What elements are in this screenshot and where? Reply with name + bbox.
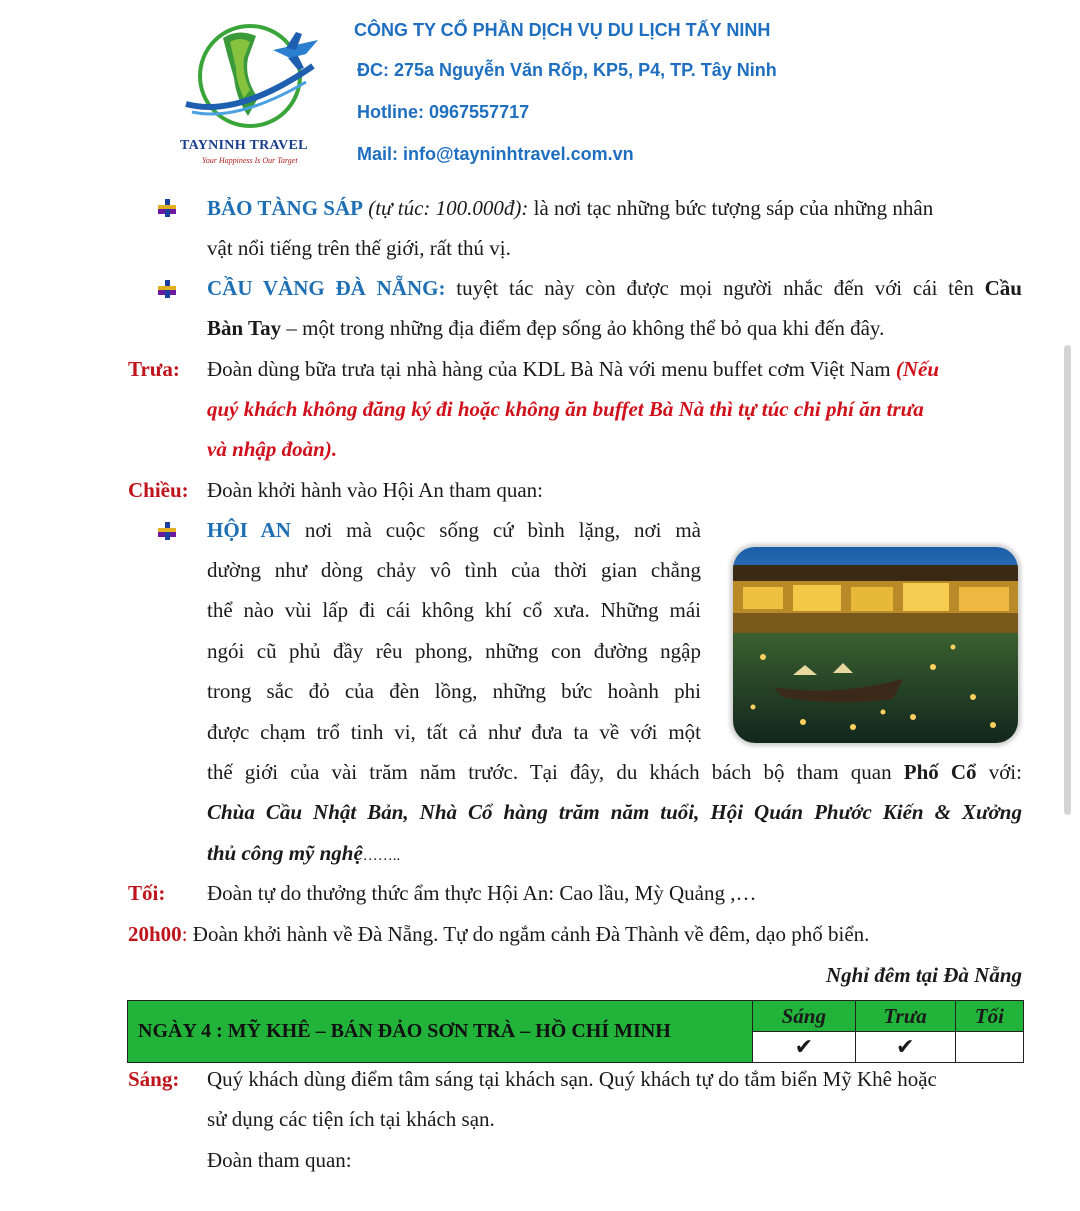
hoian-bold: thủ công mỹ nghệ bbox=[207, 841, 363, 865]
item-cau-vang-cont bbox=[207, 308, 884, 348]
company-logo bbox=[178, 18, 328, 168]
company-address: ĐC: 275a Nguyễn Văn Rốp, KP5, P4, TP. Tây Ninh bbox=[357, 60, 777, 80]
day-4-table bbox=[127, 1000, 1024, 1063]
toi-text: Đoàn tự do thưởng thức ẩm thực Hội An: Cao lầu, Mỳ Quảng ,… bbox=[207, 881, 757, 905]
plus-bullet-icon bbox=[156, 197, 178, 219]
chieu-text: Đoàn khởi hành vào Hội An tham quan: bbox=[207, 478, 543, 502]
plus-bullet-icon bbox=[156, 278, 178, 300]
label-chieu: Chiều: bbox=[128, 478, 189, 502]
trua-note: (Nếu bbox=[895, 357, 940, 381]
item-title: HỘI AN bbox=[207, 518, 291, 542]
plus-bullet-icon bbox=[156, 520, 178, 542]
item-title: CẦU VÀNG ĐÀ NẴNG: bbox=[207, 276, 446, 300]
hoian-line-1 bbox=[207, 510, 701, 550]
item-note: (tự túc: 100.000đ): bbox=[362, 196, 529, 220]
hoi-an-photo bbox=[733, 547, 1018, 743]
sang-line-3: Đoàn tham quan: bbox=[207, 1148, 352, 1172]
trua-text bbox=[207, 349, 939, 389]
item-bao-tang-sap bbox=[207, 188, 933, 228]
sang-line-1: Quý khách dùng điểm tâm sáng tại khách sạn. Quý khách tự do tắm biển Mỹ Khê hoặc bbox=[207, 1067, 937, 1091]
meal-check-trua: ✔ bbox=[855, 1032, 955, 1063]
meal-header-toi: Tối bbox=[955, 1001, 1023, 1032]
scrollbar-thumb[interactable] bbox=[1064, 345, 1071, 815]
hoian-line-2: dường như dòng chảy vô tình của thời gian chẳng bbox=[207, 558, 701, 582]
label-sang: Sáng: bbox=[128, 1067, 180, 1091]
hoian-text: nơi mà cuộc sống cứ bình lặng, nơi mà bbox=[290, 518, 701, 542]
trua-note-3: và nhập đoàn). bbox=[207, 437, 338, 461]
hoian-dots: …….. bbox=[362, 848, 401, 864]
hoian-text: thế giới của vài trăm năm trước. Tại đây, du khách bách bộ tham quan bbox=[207, 760, 904, 784]
sang-line-2: sử dụng các tiện ích tại khách sạn. bbox=[207, 1107, 495, 1131]
time-20h00 bbox=[128, 914, 869, 954]
company-mail: Mail: info@tayninhtravel.com.vn bbox=[357, 144, 634, 164]
hoian-line-5: trong sắc đỏ của đèn lồng, những bức hoành phi bbox=[207, 679, 701, 703]
company-hotline: Hotline: 0967557717 bbox=[357, 102, 530, 122]
meal-check-sang: ✔ bbox=[753, 1032, 856, 1063]
trua-desc: Đoàn dùng bữa trưa tại nhà hàng của KDL Bà Nà với menu buffet cơm Việt Nam bbox=[207, 357, 896, 381]
item-bold: Cầu bbox=[984, 276, 1022, 300]
hoian-line-8: Chùa Cầu Nhật Bản, Nhà Cổ hàng trăm năm tuổi, Hội Quán Phước Kiến & Xưởng bbox=[207, 800, 1022, 824]
day-4-title: NGÀY 4 : MỸ KHÊ – BÁN ĐẢO SƠN TRÀ – HỒ CHÍ MINH bbox=[128, 1001, 753, 1063]
hoian-line-9 bbox=[207, 833, 400, 876]
company-name: CÔNG TY CỔ PHẦN DỊCH VỤ DU LỊCH TẤY NINH bbox=[354, 20, 771, 40]
colon: : bbox=[181, 922, 188, 946]
hoian-line-7 bbox=[207, 752, 1022, 792]
brand-name: TAYNINH TRAVEL bbox=[180, 138, 308, 153]
label-trua: Trưa: bbox=[128, 357, 180, 381]
item-desc: là nơi tạc những bức tượng sáp của những nhân bbox=[528, 196, 934, 220]
item-title: BẢO TÀNG SÁP bbox=[207, 196, 363, 220]
label-20h00: 20h00 bbox=[128, 922, 182, 946]
globe-plane-icon bbox=[178, 18, 328, 138]
meal-header-trua: Trưa bbox=[855, 1001, 955, 1032]
item-cau-vang bbox=[207, 268, 1022, 308]
hoian-text: với: bbox=[976, 760, 1022, 784]
hoian-line-3: thể nào vùi lấp đi cái không khí cổ xưa. Những mái bbox=[207, 598, 701, 622]
hoian-line-6: được chạm trổ tinh vi, tất cả như đưa ta về với một bbox=[207, 720, 701, 744]
hoian-bold: Phố Cổ bbox=[903, 760, 977, 784]
hoian-line-4: ngói cũ phủ đầy rêu phong, những con đường ngập bbox=[207, 639, 701, 663]
brand-slogan: Your Happiness Is Our Target bbox=[202, 156, 298, 165]
h20-text: Đoàn khởi hành về Đà Nẵng. Tự do ngắm cảnh Đà Thành về đêm, dạo phố biển. bbox=[187, 922, 870, 946]
meal-check-toi bbox=[955, 1032, 1023, 1063]
item-desc: – một trong những địa điểm đẹp sống ảo không thể bỏ qua khi đến đây. bbox=[281, 316, 885, 340]
label-toi: Tối: bbox=[128, 881, 166, 905]
trua-note-2: quý khách không đăng ký đi hoặc không ăn buffet Bà Nà thì tự túc chi phí ăn trưa bbox=[207, 397, 924, 421]
item-bold: Bàn Tay bbox=[207, 316, 282, 340]
overnight-note: Nghỉ đêm tại Đà Nẵng bbox=[825, 963, 1022, 987]
item-bao-tang-sap-cont: vật nổi tiếng trên thế giới, rất thú vị. bbox=[207, 236, 511, 260]
item-desc: tuyệt tác này còn được mọi người nhắc đến với cái tên bbox=[445, 276, 985, 300]
meal-header-sang: Sáng bbox=[753, 1001, 856, 1032]
